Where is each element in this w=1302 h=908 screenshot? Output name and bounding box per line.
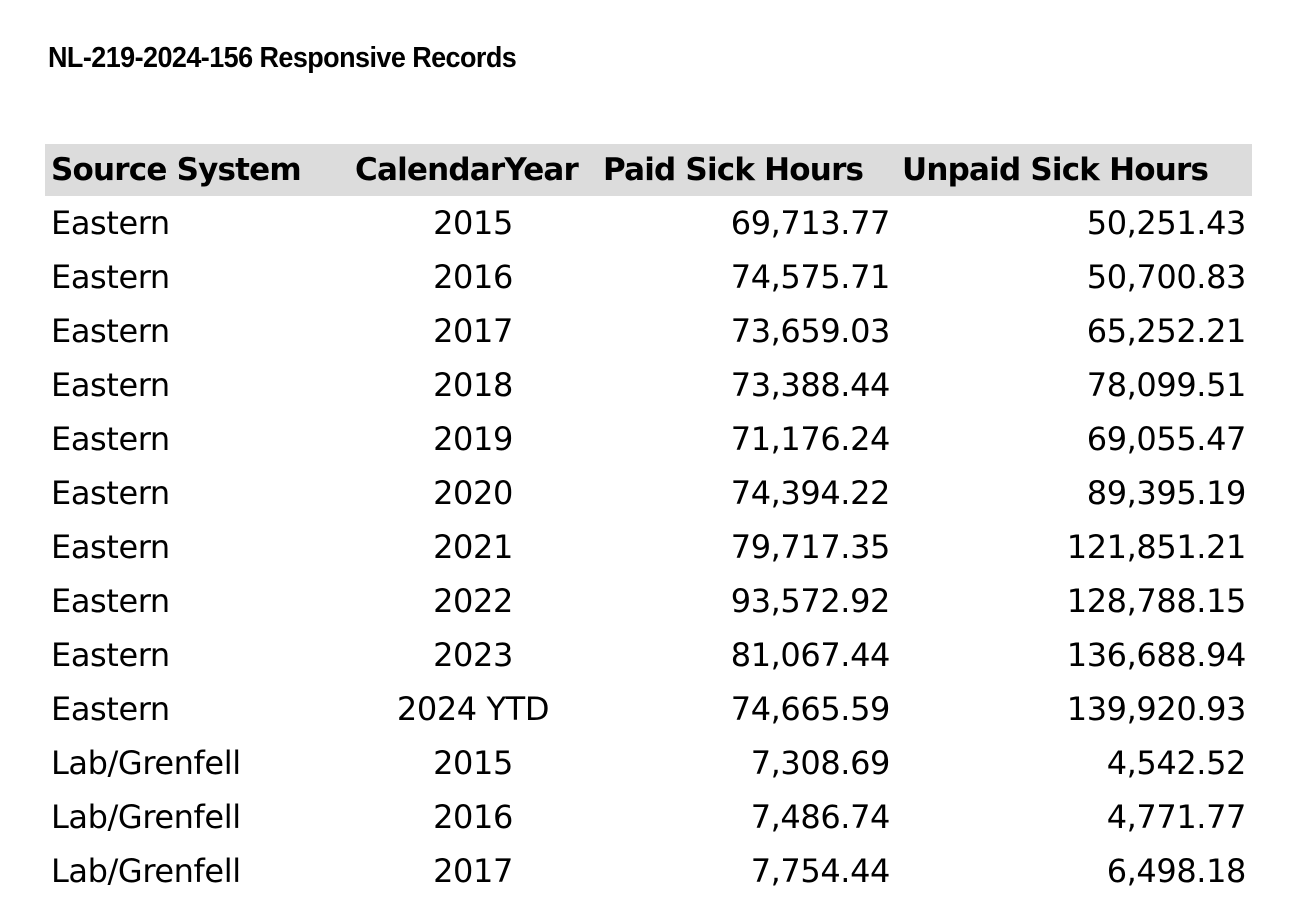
- cell-unpaid-sick-hours: 50,700.83: [1086, 258, 1246, 296]
- table-row: [45, 304, 1252, 358]
- cell-unpaid-sick-hours: 139,920.93: [1066, 690, 1246, 728]
- table-row: [45, 520, 1252, 574]
- header-source-system: Source System: [51, 152, 301, 188]
- table-row: [45, 682, 1252, 736]
- table-row: [45, 358, 1252, 412]
- cell-source-system: Eastern: [51, 258, 170, 296]
- cell-calendar-year: 2021: [433, 528, 513, 566]
- cell-unpaid-sick-hours: 4,542.52: [1106, 744, 1246, 782]
- cell-unpaid-sick-hours: 65,252.21: [1086, 312, 1246, 350]
- cell-unpaid-sick-hours: 6,498.18: [1106, 852, 1246, 890]
- header-unpaid-sick-hours: Unpaid Sick Hours: [902, 152, 1209, 188]
- cell-unpaid-sick-hours: 136,688.94: [1066, 636, 1246, 674]
- table-row: [45, 412, 1252, 466]
- cell-source-system: Eastern: [51, 204, 170, 242]
- cell-paid-sick-hours: 73,659.03: [730, 312, 890, 350]
- cell-calendar-year: 2016: [433, 258, 513, 296]
- table-row: [45, 250, 1252, 304]
- cell-paid-sick-hours: 74,575.71: [730, 258, 890, 296]
- cell-source-system: Eastern: [51, 366, 170, 404]
- cell-calendar-year: 2016: [433, 798, 513, 836]
- cell-paid-sick-hours: 69,713.77: [730, 204, 890, 242]
- table-row: [45, 466, 1252, 520]
- table-row: [45, 844, 1252, 898]
- cell-calendar-year: 2020: [433, 474, 513, 512]
- cell-calendar-year: 2017: [433, 852, 513, 890]
- cell-calendar-year: 2019: [433, 420, 513, 458]
- cell-paid-sick-hours: 71,176.24: [730, 420, 890, 458]
- cell-source-system: Eastern: [51, 528, 170, 566]
- cell-calendar-year: 2022: [433, 582, 513, 620]
- cell-unpaid-sick-hours: 89,395.19: [1086, 474, 1246, 512]
- cell-paid-sick-hours: 74,394.22: [730, 474, 890, 512]
- cell-unpaid-sick-hours: 128,788.15: [1066, 582, 1246, 620]
- cell-unpaid-sick-hours: 78,099.51: [1086, 366, 1246, 404]
- cell-paid-sick-hours: 7,486.74: [750, 798, 890, 836]
- cell-calendar-year: 2017: [433, 312, 513, 350]
- records-table: [45, 144, 1252, 898]
- table-header-row: [45, 144, 1252, 196]
- cell-calendar-year: 2015: [433, 744, 513, 782]
- cell-calendar-year: 2018: [433, 366, 513, 404]
- table-row: [45, 574, 1252, 628]
- cell-calendar-year: 2015: [433, 204, 513, 242]
- cell-source-system: Eastern: [51, 582, 170, 620]
- cell-paid-sick-hours: 93,572.92: [730, 582, 890, 620]
- cell-paid-sick-hours: 74,665.59: [730, 690, 890, 728]
- table-body: [45, 196, 1252, 898]
- cell-source-system: Lab/Grenfell: [51, 798, 241, 836]
- cell-source-system: Eastern: [51, 636, 170, 674]
- cell-paid-sick-hours: 7,308.69: [750, 744, 890, 782]
- document-title: NL-219-2024-156 Responsive Records: [48, 42, 517, 74]
- cell-source-system: Eastern: [51, 312, 170, 350]
- cell-unpaid-sick-hours: 69,055.47: [1086, 420, 1246, 458]
- cell-calendar-year: 2024 YTD: [396, 690, 550, 728]
- table-row: [45, 736, 1252, 790]
- cell-source-system: Eastern: [51, 474, 170, 512]
- table-row: [45, 790, 1252, 844]
- cell-source-system: Lab/Grenfell: [51, 852, 241, 890]
- table-row: [45, 628, 1252, 682]
- cell-source-system: Eastern: [51, 690, 170, 728]
- cell-paid-sick-hours: 81,067.44: [730, 636, 890, 674]
- table-row: [45, 196, 1252, 250]
- cell-paid-sick-hours: 7,754.44: [750, 852, 890, 890]
- cell-source-system: Lab/Grenfell: [51, 744, 241, 782]
- cell-paid-sick-hours: 79,717.35: [730, 528, 890, 566]
- header-paid-sick-hours: Paid Sick Hours: [603, 152, 864, 188]
- cell-unpaid-sick-hours: 121,851.21: [1066, 528, 1246, 566]
- cell-unpaid-sick-hours: 4,771.77: [1106, 798, 1246, 836]
- header-calendar-year: CalendarYear: [355, 152, 579, 188]
- cell-paid-sick-hours: 73,388.44: [730, 366, 890, 404]
- cell-calendar-year: 2023: [433, 636, 513, 674]
- cell-unpaid-sick-hours: 50,251.43: [1086, 204, 1246, 242]
- cell-source-system: Eastern: [51, 420, 170, 458]
